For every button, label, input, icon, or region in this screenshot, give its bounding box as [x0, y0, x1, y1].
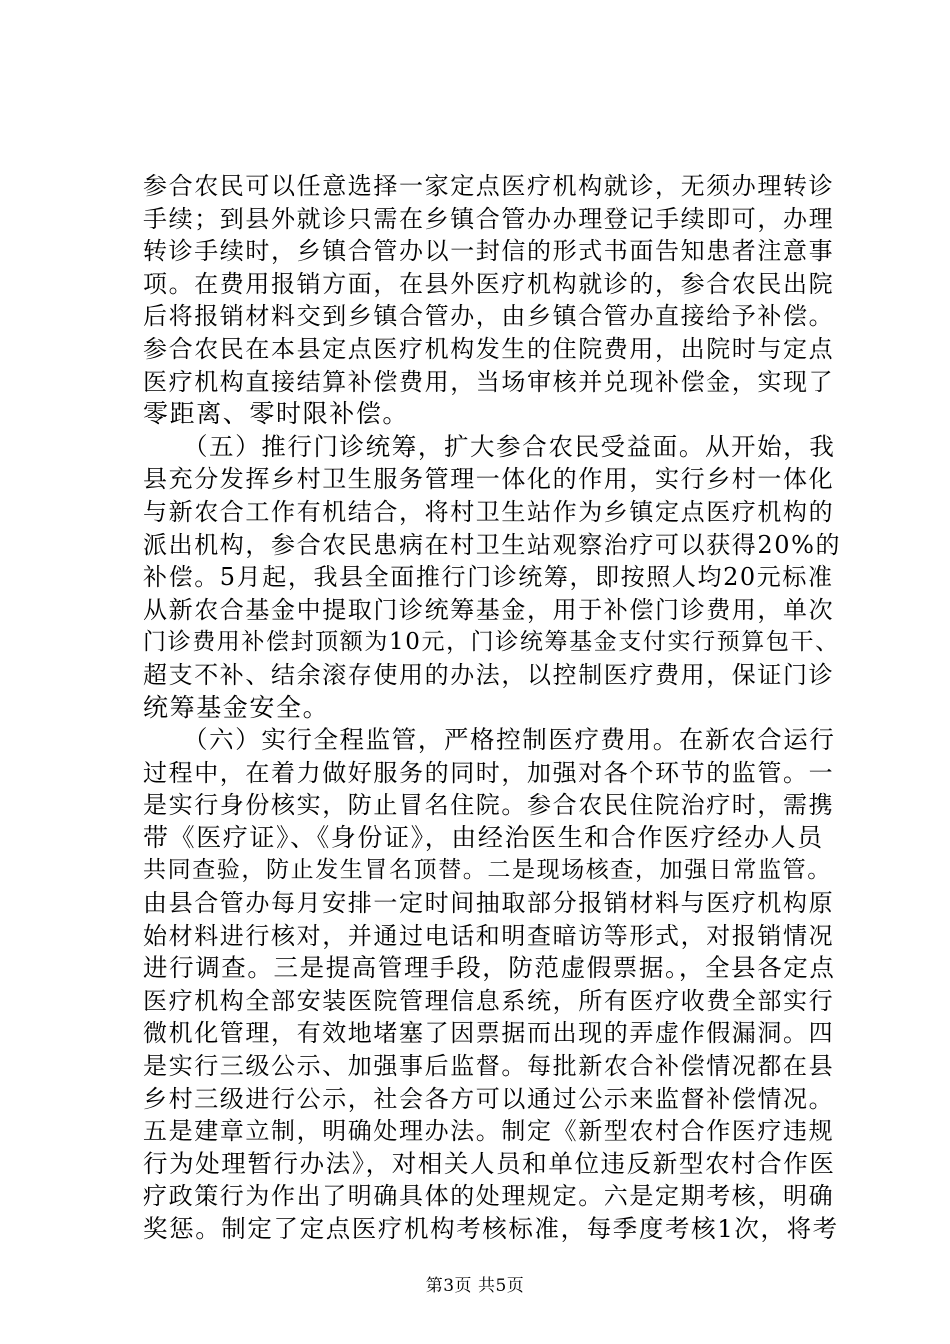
document-body [143, 170, 843, 1246]
text-line: 参合农民可以任意选择一家定点医疗机构就诊，无须办理转诊 [143, 172, 835, 200]
text-line: 行为处理暂行办法》，对相关人员和单位违反新型农村合作医 [143, 1148, 836, 1178]
page-footer [0, 1271, 950, 1296]
text-line: 补偿。5月起，我县全面推行门诊统筹，即按照人均20元标准 [143, 563, 834, 592]
text-line: 带《医疗证》、《身份证》，由经治医生和合作医疗经办人员 [143, 822, 824, 852]
text-line: 零距离、零时限补偿。 [143, 399, 410, 429]
text-line: 门诊费用补偿封顶额为10元，门诊统筹基金支付实行预算包干、 [143, 629, 840, 656]
text-line: 医疗机构直接结算补偿费用，当场审核并兑现补偿金，实现了 [143, 367, 835, 396]
text-line: 与新农合工作有机结合，将村卫生站作为乡镇定点医疗机构的 [143, 497, 835, 526]
text-line: 从新农合基金中提取门诊统筹基金，用于补偿门诊费用，单次 [143, 595, 835, 624]
text-line: 是实行三级公示、加强事后监督。每批新农合补偿情况都在县 [143, 1052, 835, 1081]
page-number-label: 第3页 共5页 [425, 1276, 525, 1296]
text-line: 超支不补、结余滚存使用的办法，以控制医疗费用，保证门诊 [143, 660, 835, 689]
text-line: 五是建章立制，明确处理办法。制定《新型农村合作医疗违规 [143, 1117, 835, 1146]
text-line: 是实行身份核实，防止冒名住院。参合农民住院治疗时，需携 [143, 791, 835, 820]
text-line: 县充分发挥乡村卫生服务管理一体化的作用，实行乡村一体化 [143, 465, 835, 494]
text-line: 进行调查。三是提高管理手段，防范虚假票据。，全县各定点 [143, 953, 836, 983]
text-line: 转诊手续时，乡镇合管办以一封信的形式书面告知患者注意事 [143, 237, 835, 266]
text-line: 疗政策行为作出了明确具体的处理规定。六是定期考核，明确 [143, 1182, 835, 1211]
text-line: 共同查验，防止发生冒名顶替。二是现场核查，加强日常监管。 [143, 857, 832, 884]
text-line: 过程中，在着力做好服务的同时，加强对各个环节的监管。一 [143, 758, 835, 787]
text-line: 医疗机构全部安装医院管理信息系统，所有医疗收费全部实行 [143, 986, 835, 1015]
text-line: （六）实行全程监管，严格控制医疗费用。在新农合运行 [143, 725, 836, 755]
text-line: 后将报销材料交到乡镇合管办，由乡镇合管办直接给予补偿。 [143, 302, 835, 331]
text-line: 参合农民在本县定点医疗机构发生的住院费用，出院时与定点 [143, 334, 835, 363]
text-line: 项。在费用报销方面，在县外医疗机构就诊的，参合农民出院 [143, 269, 835, 298]
text-line: 微机化管理，有效地堵塞了因票据而出现的弄虚作假漏洞。四 [143, 1019, 835, 1048]
text-line: 手续；到县外就诊只需在乡镇合管办办理登记手续即可，办理 [143, 204, 835, 233]
text-line: 由县合管办每月安排一定时间抽取部分报销材料与医疗机构原 [143, 889, 835, 918]
text-line: 始材料进行核对，并通过电话和明查暗访等形式，对报销情况 [143, 921, 835, 950]
text-line: （五）推行门诊统筹，扩大参合农民受益面。从开始，我 [143, 431, 836, 461]
text-line: 统筹基金安全。 [143, 692, 330, 722]
text-line: 奖惩。制定了定点医疗机构考核标准，每季度考核1次，将考 [143, 1214, 839, 1243]
text-line: 派出机构，参合农民患病在村卫生站观察治疗可以获得20%的 [143, 530, 842, 559]
text-line: 乡村三级进行公示，社会各方可以通过公示来监督补偿情况。 [143, 1084, 835, 1113]
